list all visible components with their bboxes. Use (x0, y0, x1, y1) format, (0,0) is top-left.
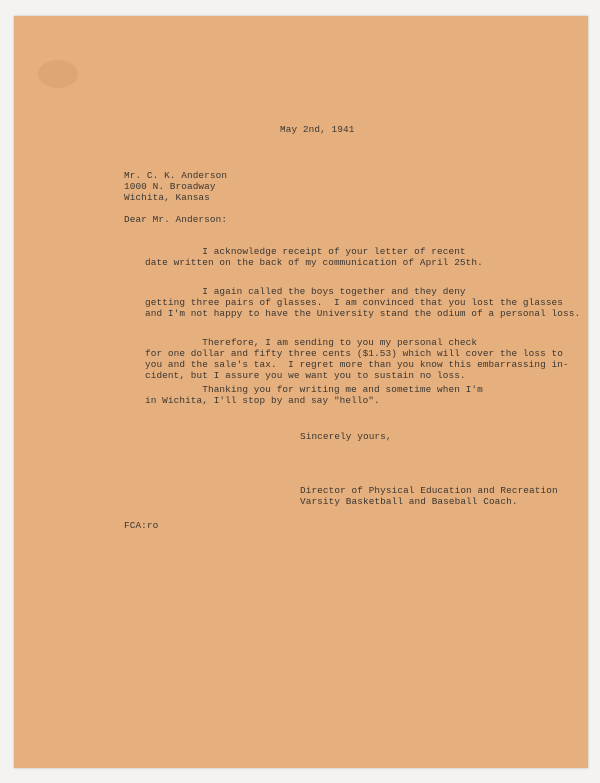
signature-line: Varsity Basketball and Baseball Coach. (300, 496, 518, 507)
paragraph-2 (145, 286, 580, 319)
recipient-street: 1000 N. Broadway (124, 181, 216, 192)
recipient-name: Mr. C. K. Anderson (124, 170, 228, 181)
letter-date: May 2nd, 1941 (280, 124, 355, 135)
paragraph-line: for one dollar and fifty three cents ($1.53) which will cover the loss to (145, 348, 563, 359)
paragraph-line: and I'm not happy to have the University stand the odium of a personal loss. (145, 308, 581, 319)
recipient-address (124, 170, 227, 203)
paragraph-line: Thanking you for writing me and sometime when I'm (145, 384, 483, 395)
paragraph-line: I again called the boys together and they deny (145, 286, 466, 297)
paragraph-line: getting three pairs of glasses. I am convinced that you lost the glasses (145, 297, 563, 308)
signature-title (300, 485, 558, 507)
reference-initials: FCA:ro (124, 520, 159, 531)
closing: Sincerely yours, (300, 431, 392, 442)
letter-page (14, 16, 588, 768)
paragraph-line: you and the sale's tax. I regret more than you know this embarrassing in- (145, 359, 569, 370)
paragraph-1 (145, 246, 483, 268)
paragraph-line: Therefore, I am sending to you my personal check (145, 337, 478, 348)
recipient-city: Wichita, Kansas (124, 192, 210, 203)
paragraph-3 (145, 337, 569, 381)
paragraph-4 (145, 384, 483, 406)
salutation: Dear Mr. Anderson: (124, 214, 228, 225)
paragraph-line: cident, but I assure you we want you to sustain no loss. (145, 370, 466, 381)
paragraph-line: in Wichita, I'll stop by and say "hello". (145, 395, 380, 406)
signature-line: Director of Physical Education and Recreation (300, 485, 558, 496)
paragraph-line: date written on the back of my communication of April 25th. (145, 257, 483, 268)
paragraph-line: I acknowledge receipt of your letter of recent (145, 246, 466, 257)
